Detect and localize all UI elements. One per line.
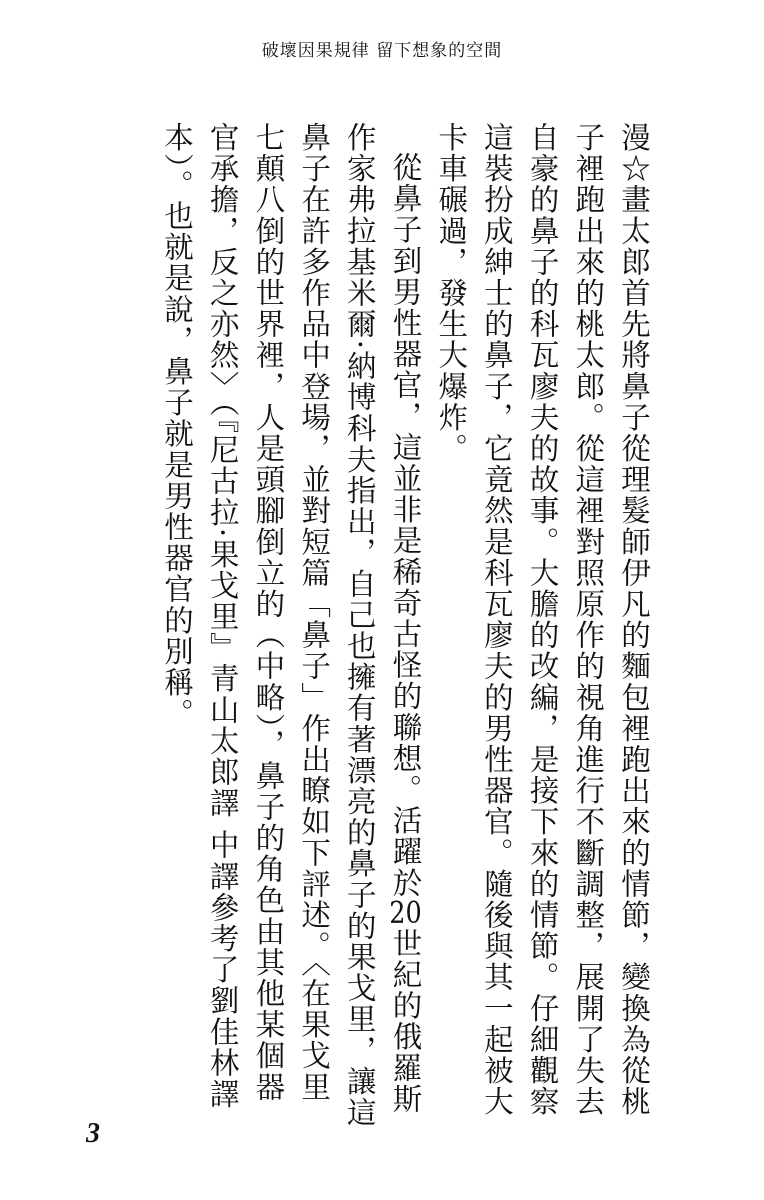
body-text	[76, 122, 656, 1132]
page-number: 3	[86, 1118, 100, 1149]
upright-number: 20	[389, 897, 422, 928]
paragraph-2: 從鼻子到男性器官，這並非是稀奇古怪的聯想。活躍於20世紀的俄羅斯作家弗拉基米爾·納博科夫指出，自己也擁有著漂亮的鼻子的果戈里，讓這鼻子在許多作品中登場，並對短篇「鼻子」作出瞭如下評述。〈在果戈里七顛八倒的世界裡，人是頭腳倒立的（中略），鼻子的角色由其他某個器官承擔，反之亦然〉（『尼古拉·果戈里』青山太郎譯 中譯參考了劉佳林譯本）。也就是說，鼻子就是男性器官的別稱。	[159, 122, 423, 1129]
running-head: 破壞因果規律 留下想象的空間	[261, 41, 503, 61]
paragraph-1: 漫☆畫太郎首先將鼻子從理髮師伊凡的麵包裡跑出來的情節，變換為從桃子裡跑出來的桃太郎。從這裡對照原作的視角進行不斷調整，展開了失去自豪的鼻子的科瓦廖夫的故事。大膽的改編，是接下來的情節。仔細觀察這裝扮成紳士的鼻子，它竟然是科瓦廖夫的男性器官。隨後與其一起被大卡車碾過，發生大爆炸。	[434, 122, 651, 1118]
